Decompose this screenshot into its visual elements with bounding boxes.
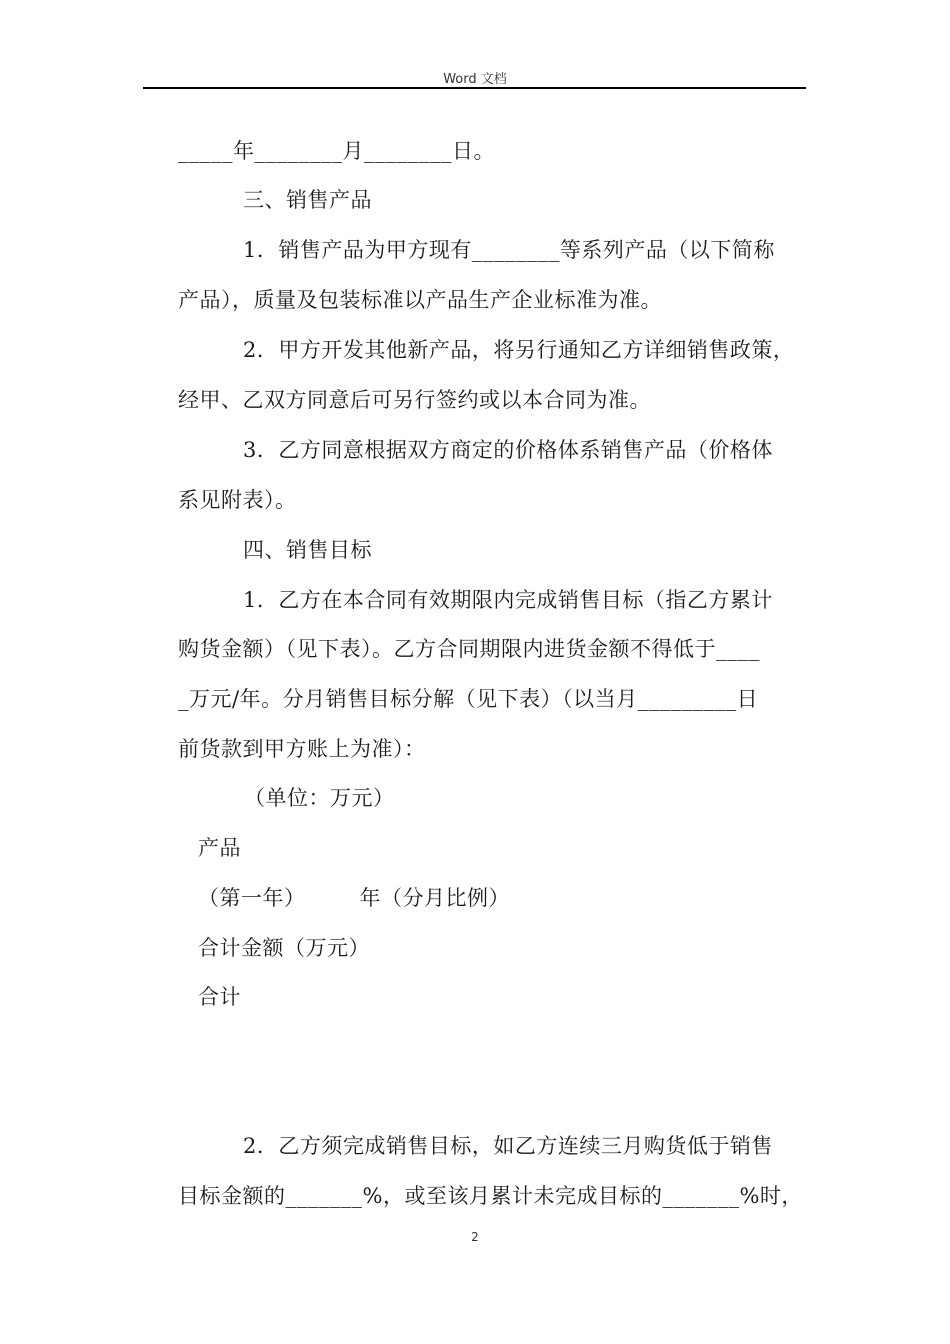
- paragraph-line: 目标金额的_______%，或至该月累计未完成目标的_______%时，: [178, 1184, 803, 1208]
- paragraph-line: 系见附表）。: [178, 488, 297, 512]
- date-blank-line: _____年________月________日。: [178, 139, 495, 163]
- paragraph-line: 1．乙方在本合同有效期限内完成销售目标（指乙方累计: [243, 588, 773, 612]
- section-heading-sales-target: 四、销售目标: [243, 538, 372, 562]
- table-label-total: 合计: [198, 985, 241, 1009]
- unit-note: （单位：万元）: [244, 786, 395, 810]
- header-divider: [143, 87, 806, 89]
- table-label-total-amount: 合计金额（万元）: [198, 936, 370, 960]
- paragraph-line: 2．甲方开发其他新产品，将另行通知乙方详细销售政策，: [243, 338, 795, 362]
- section-heading-sales-products: 三、销售产品: [243, 188, 372, 212]
- table-label-year: （第一年） 年（分月比例）: [198, 886, 510, 910]
- paragraph-line: _万元/年。分月销售目标分解（见下表）（以当月_________日: [178, 687, 759, 711]
- paragraph-line: 经甲、乙双方同意后可另行签约或以本合同为准。: [178, 388, 651, 412]
- paragraph-line: 2．乙方须完成销售目标，如乙方连续三月购货低于销售: [243, 1134, 773, 1158]
- paragraph-line: 产品），质量及包装标准以产品生产企业标准为准。: [178, 288, 662, 312]
- page-number: 2: [471, 1230, 479, 1244]
- table-label-product: 产品: [198, 836, 241, 860]
- paragraph-line: 1．销售产品为甲方现有________等系列产品（以下简称: [243, 238, 775, 262]
- paragraph-line: 购货金额）（见下表）。乙方合同期限内进货金额不得低于____: [178, 637, 760, 661]
- header-title: Word 文档: [443, 72, 507, 87]
- paragraph-line: 3．乙方同意根据双方商定的价格体系销售产品（价格体: [243, 438, 773, 462]
- paragraph-line: 前货款到甲方账上为准）：: [178, 737, 426, 761]
